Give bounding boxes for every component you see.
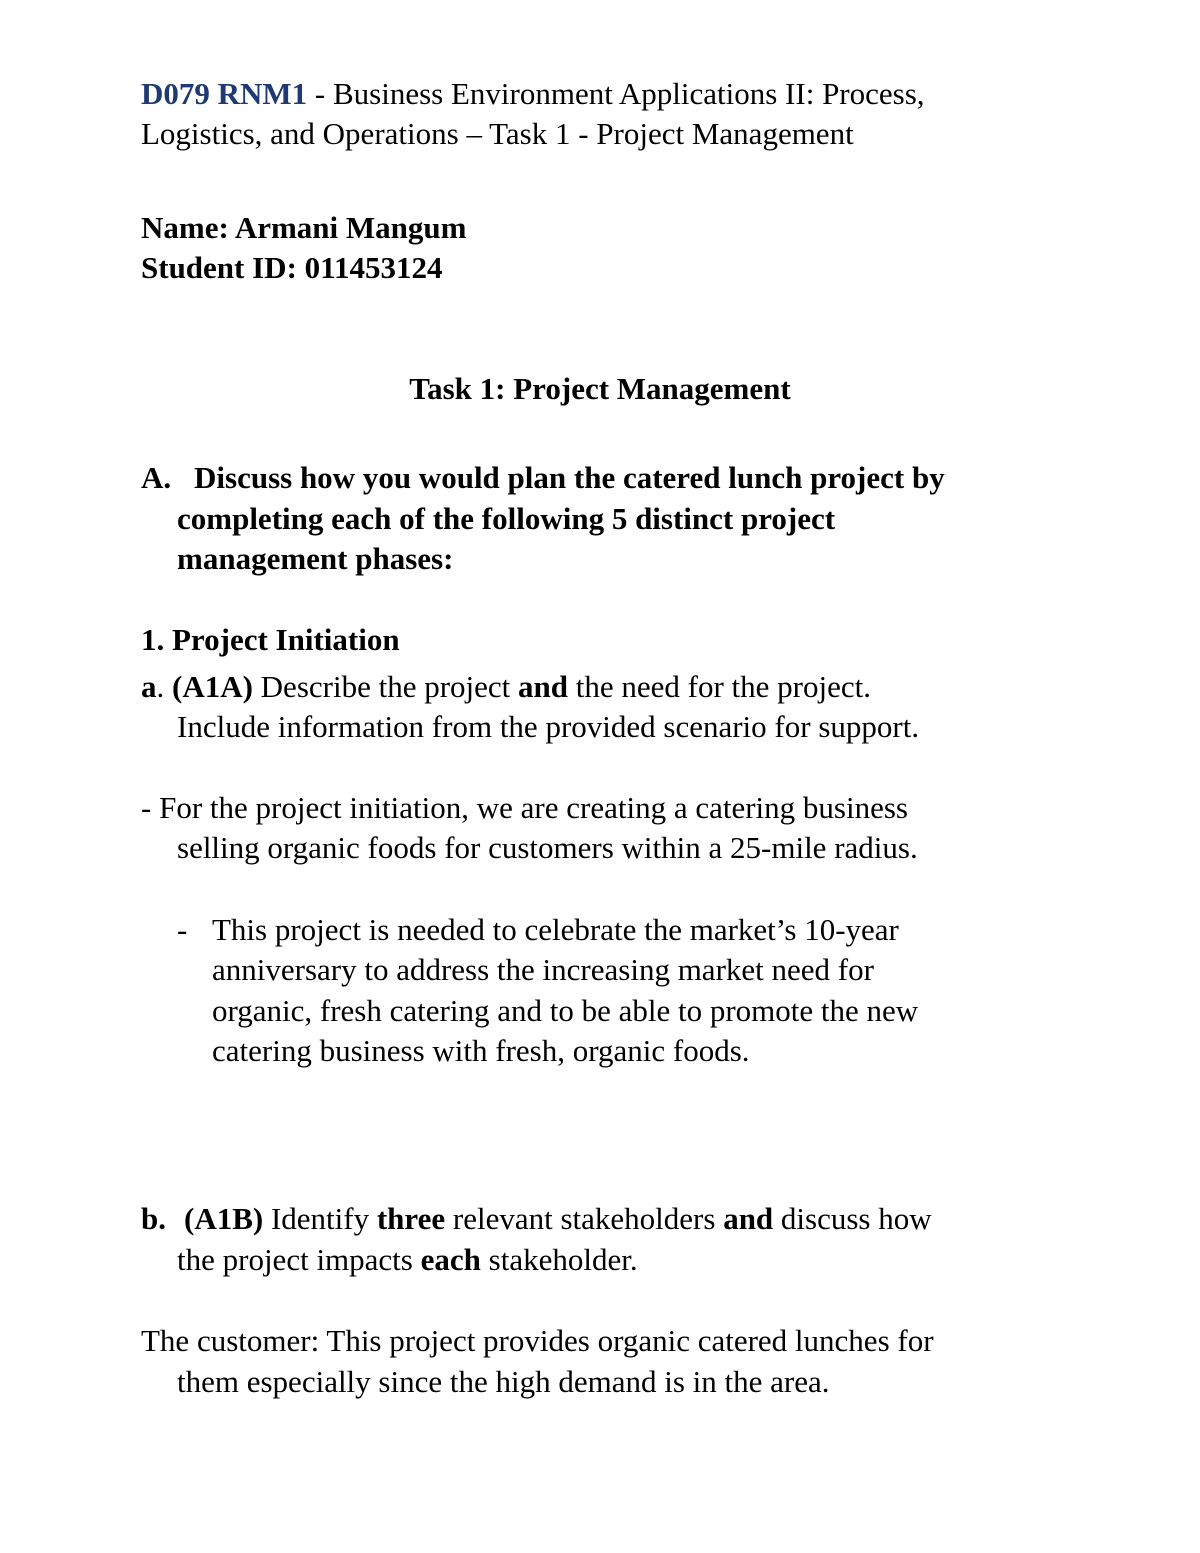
- question-a1a-line2: Include information from the provided scenario for support.: [177, 709, 920, 744]
- course-title-part1: - Business Environment Applications II: Process,: [307, 76, 925, 111]
- answer3-line2: them especially since the high demand is in the area.: [177, 1364, 830, 1399]
- section-a-marker: A.: [141, 460, 172, 495]
- question-a-dot: .: [156, 669, 172, 704]
- question-b-keyword-three: three: [376, 1201, 446, 1236]
- question-a-keyword: and: [518, 669, 569, 704]
- student-name-value: Armani Mangum: [228, 210, 467, 245]
- answer2-line1: This project is needed to celebrate the market’s 10-year: [212, 912, 899, 947]
- section-a-line2: completing each of the following 5 distinct project: [177, 501, 836, 536]
- section-a-line1: Discuss how you would plan the catered lunch project by: [194, 460, 945, 495]
- question-b-text3: discuss how: [773, 1201, 932, 1236]
- question-b-line2a: the project impacts: [177, 1242, 421, 1277]
- student-name-label: Name:: [141, 210, 229, 245]
- student-id: [141, 252, 442, 283]
- answer1-line2: selling organic foods for customers within a 25-mile radius.: [177, 830, 918, 865]
- section-a-line3: management phases:: [177, 541, 454, 576]
- question-b-keyword-and: and: [723, 1201, 774, 1236]
- question-a1b-line2: [177, 1244, 638, 1275]
- question-b-text2: relevant stakeholders: [445, 1201, 724, 1236]
- question-b-text1: Identify: [263, 1201, 377, 1236]
- student-id-value: 011453124: [296, 250, 443, 285]
- question-a-code: (A1A): [172, 669, 253, 704]
- phase1-heading: 1. Project Initiation: [141, 622, 400, 657]
- answer3-line1: The customer: This project provides organic catered lunches for: [141, 1323, 934, 1358]
- course-header-line1: [141, 78, 925, 109]
- question-a1a-line1: [141, 671, 871, 702]
- question-a-marker: a: [141, 669, 157, 704]
- question-b-code: (A1B): [184, 1201, 264, 1236]
- answer2-dash: -: [177, 912, 188, 947]
- question-a-text2: the need for the project.: [568, 669, 871, 704]
- course-code: D079 RNM1: [141, 76, 308, 111]
- question-b-marker: b.: [141, 1201, 166, 1236]
- course-header-line2: Logistics, and Operations – Task 1 - Project Management: [141, 116, 854, 151]
- answer2-line4: catering business with fresh, organic foods.: [212, 1033, 750, 1068]
- answer1-line1: - For the project initiation, we are creating a catering business: [141, 790, 908, 825]
- question-a1b-line1: [141, 1203, 932, 1234]
- answer2-line3: organic, fresh catering and to be able to promote the new: [212, 993, 919, 1028]
- question-a-text1: Describe the project: [252, 669, 519, 704]
- student-name: [141, 212, 466, 243]
- question-b-line2b: stakeholder.: [480, 1242, 638, 1277]
- page-title: Task 1: Project Management: [409, 371, 791, 406]
- answer2-line2: anniversary to address the increasing market need for: [212, 952, 874, 987]
- question-b-keyword-each: each: [420, 1242, 481, 1277]
- student-id-label: Student ID:: [141, 250, 297, 285]
